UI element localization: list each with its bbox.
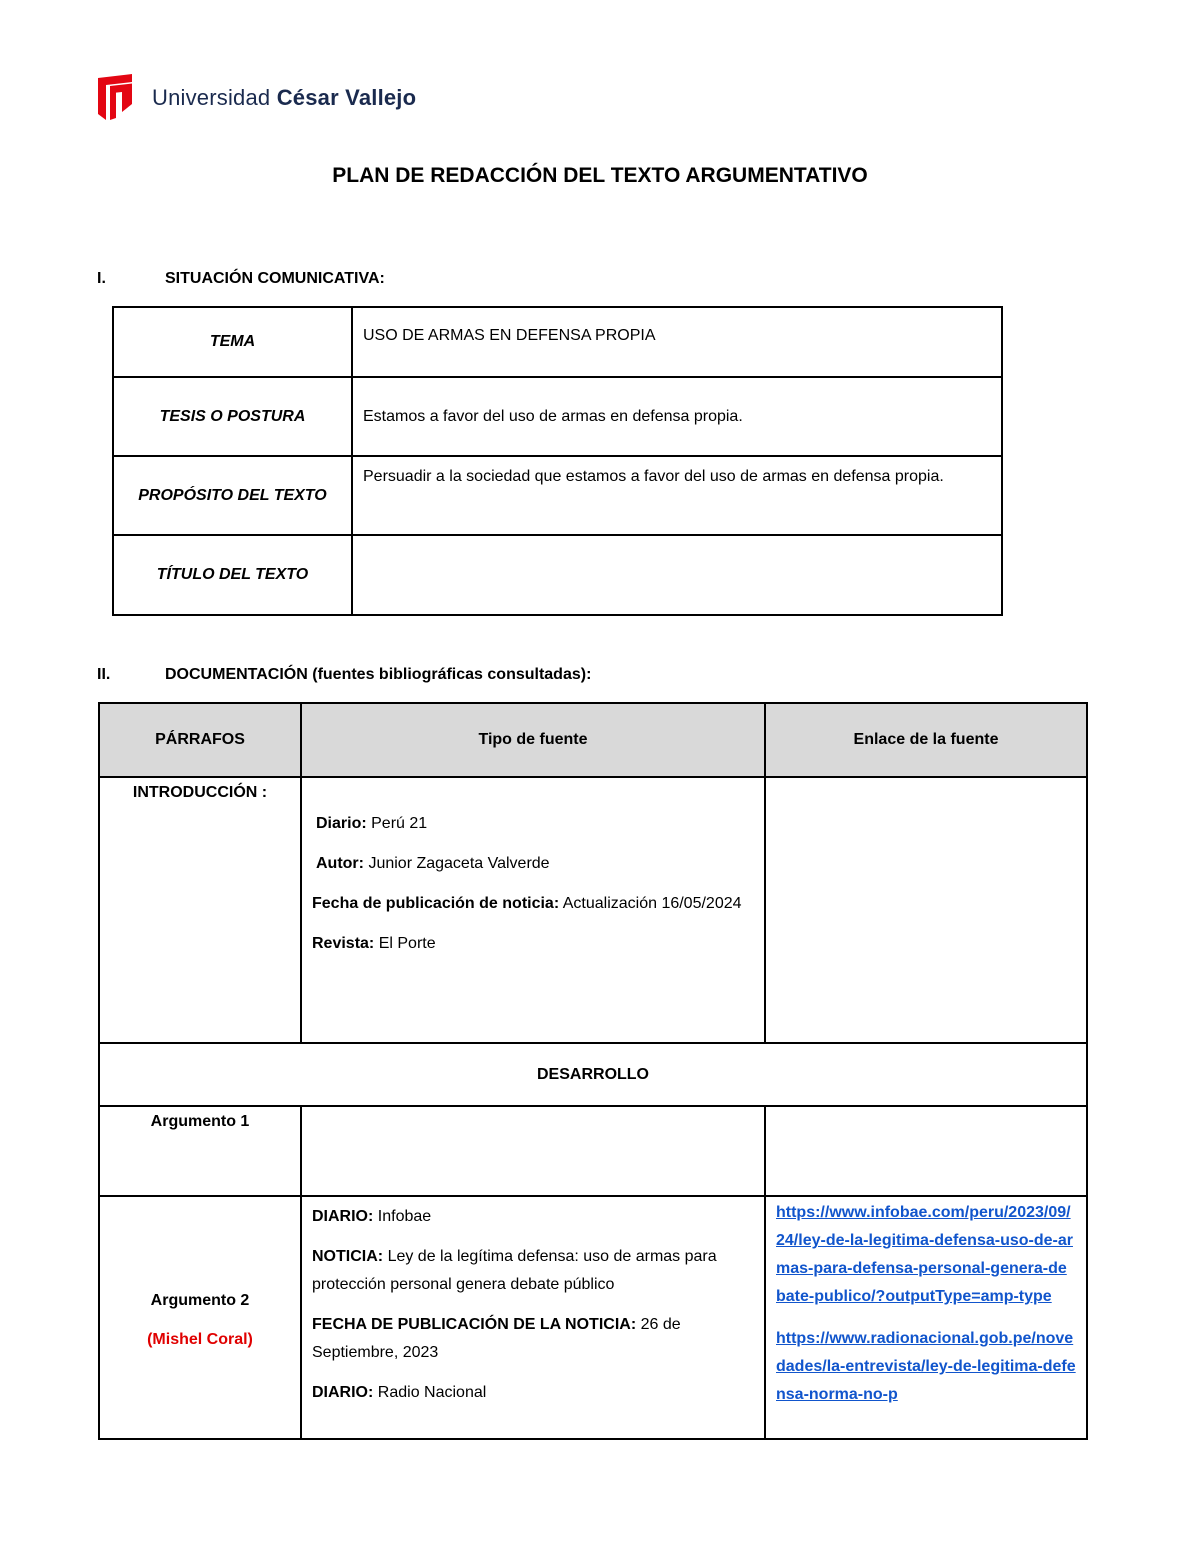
table-row	[113, 535, 1002, 615]
row-label: PROPÓSITO DEL TEXTO	[113, 456, 352, 535]
table-header-row	[99, 703, 1087, 777]
source-line: FECHA DE PUBLICACIÓN DE LA NOTICIA: 26 de Septiembre, 2023	[312, 1316, 681, 1361]
paragraph-label: Argumento 2	[150, 1291, 250, 1309]
source-line: NOTICIA: Ley de la legítima defensa: uso de armas para protección personal genera debate público	[312, 1248, 717, 1293]
source-type-cell	[301, 777, 765, 1043]
author-name: (Mishel Coral)	[147, 1330, 253, 1348]
documentacion-table	[98, 702, 1088, 1440]
section-heading-documentacion: II. DOCUMENTACIÓN (fuentes bibliográficas consultadas):	[97, 666, 592, 683]
source-line: Revista: El Porte	[312, 935, 436, 952]
row-value	[352, 535, 1002, 615]
situacion-table	[112, 306, 1003, 616]
table-row	[113, 307, 1002, 377]
university-logo	[96, 74, 416, 122]
table-row-argumento-2	[99, 1196, 1087, 1439]
column-header: Enlace de la fuente	[765, 703, 1087, 777]
source-link-cell	[765, 1196, 1087, 1439]
paragraph-label-cell	[99, 1196, 301, 1439]
row-value: Persuadir a la sociedad que estamos a favor del uso de armas en defensa propia.	[352, 456, 1002, 535]
source-link-cell	[765, 777, 1087, 1043]
source-line: Fecha de publicación de noticia: Actualización 16/05/2024	[312, 895, 742, 912]
paragraph-label: INTRODUCCIÓN :	[99, 777, 301, 1043]
row-label: TÍTULO DEL TEXTO	[113, 535, 352, 615]
table-row-desarrollo	[99, 1043, 1087, 1106]
table-row	[113, 456, 1002, 535]
university-name: Universidad César Vallejo	[152, 85, 417, 110]
table-row-argumento-1	[99, 1106, 1087, 1196]
ucv-shield-icon	[96, 74, 134, 122]
source-link-radio-nacional[interactable]: https://www.radionacional.gob.pe/novedades/la-entrevista/ley-de-legitima-defensa-norma-no-p	[776, 1330, 1076, 1403]
table-row-introduccion	[99, 777, 1087, 1043]
row-value: USO DE ARMAS EN DEFENSA PROPIA	[352, 307, 1002, 377]
source-line: DIARIO: Radio Nacional	[312, 1384, 487, 1401]
section-heading-situacion: I. SITUACIÓN COMUNICATIVA:	[97, 270, 385, 287]
source-line: DIARIO: Infobae	[312, 1208, 432, 1225]
source-line: Diario: Perú 21	[316, 815, 428, 832]
row-label: TESIS O POSTURA	[113, 377, 352, 456]
document-title: PLAN DE REDACCIÓN DEL TEXTO ARGUMENTATIVO	[332, 164, 868, 187]
row-label: TEMA	[113, 307, 352, 377]
source-type-cell	[301, 1196, 765, 1439]
paragraph-label: Argumento 1	[99, 1106, 301, 1196]
source-type-cell	[301, 1106, 765, 1196]
column-header: PÁRRAFOS	[99, 703, 301, 777]
column-header: Tipo de fuente	[301, 703, 765, 777]
table-row	[113, 377, 1002, 456]
source-line: Autor: Junior Zagaceta Valverde	[316, 855, 550, 872]
source-link-cell	[765, 1106, 1087, 1196]
row-value: Estamos a favor del uso de armas en defensa propia.	[352, 377, 1002, 456]
source-link-infobae[interactable]: https://www.infobae.com/peru/2023/09/24/ley-de-la-legitima-defensa-uso-de-armas-para-defensa-personal-genera-debate-publico/?outputType=amp-type	[776, 1204, 1073, 1305]
desarrollo-label: DESARROLLO	[99, 1043, 1087, 1106]
